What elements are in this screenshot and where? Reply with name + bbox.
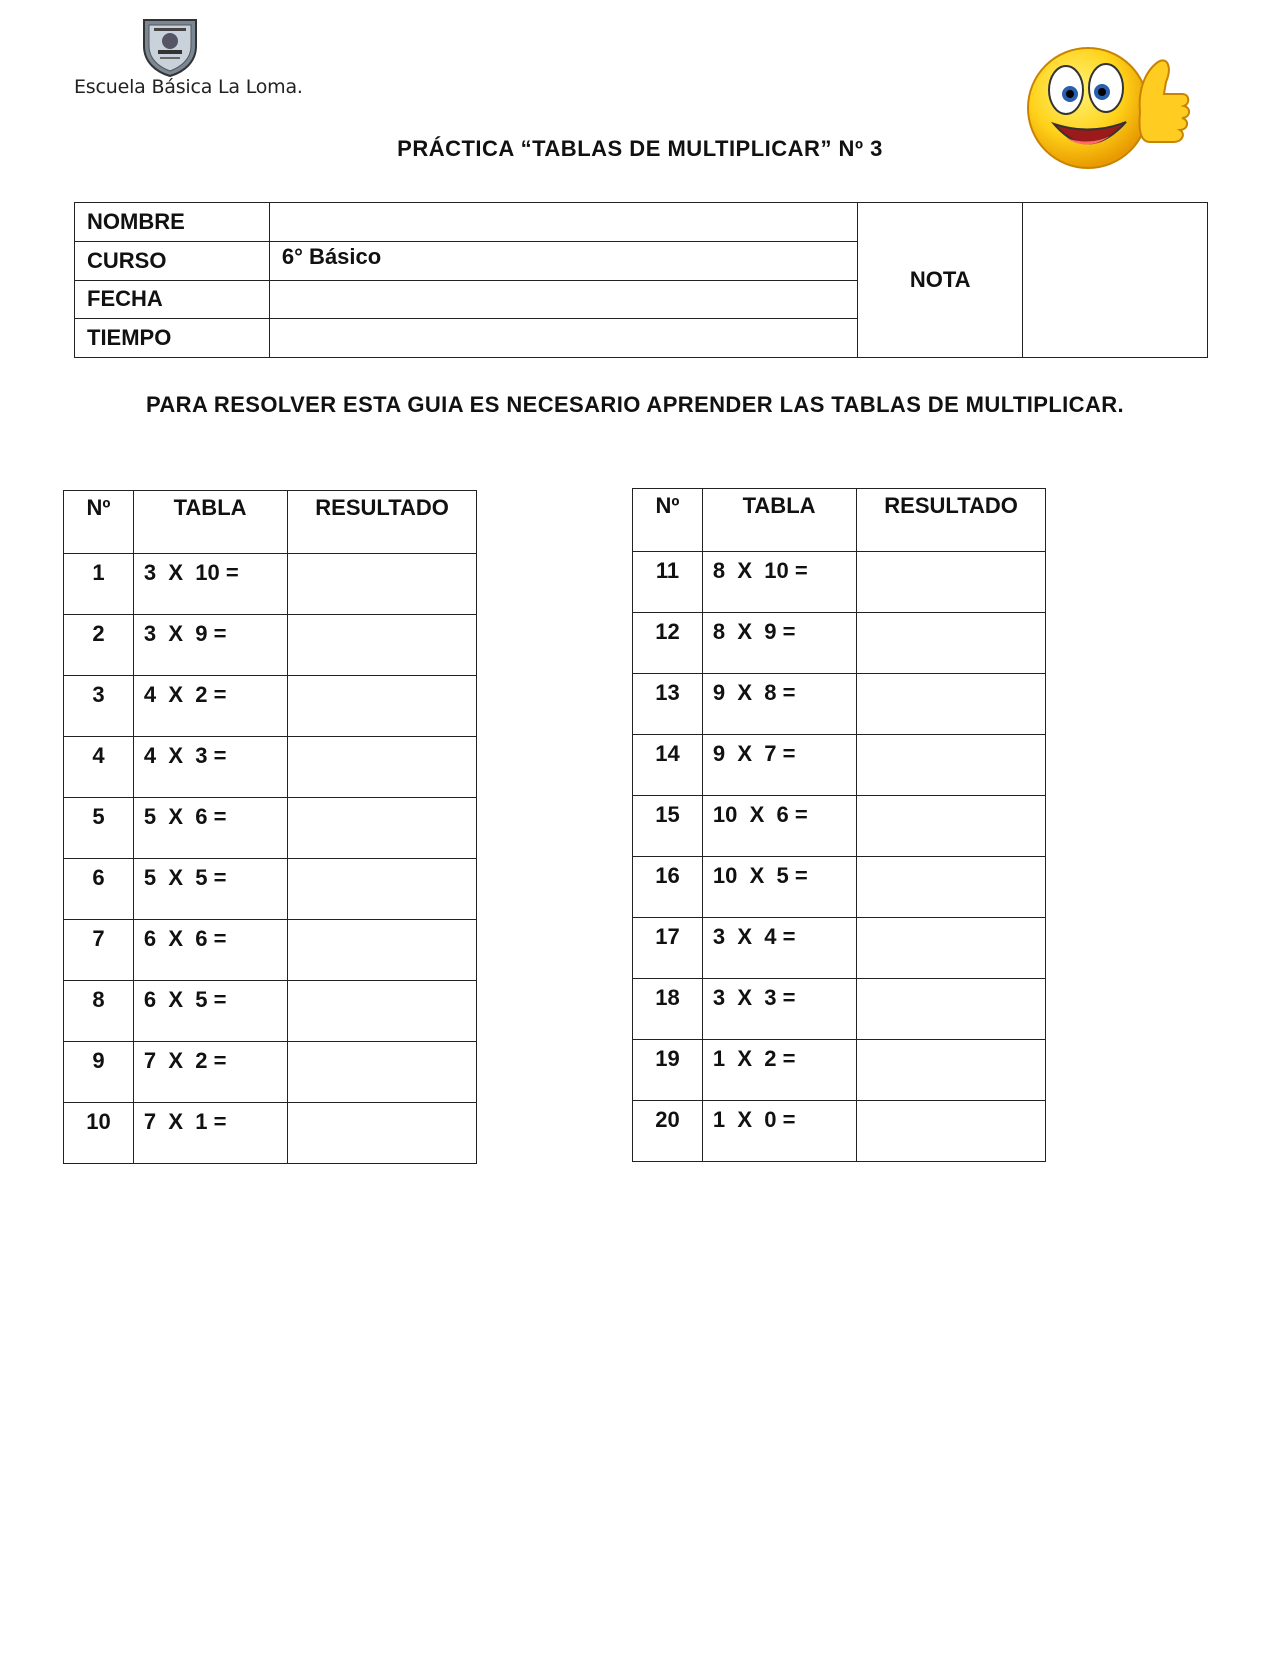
result-field[interactable]	[288, 1103, 477, 1164]
row-expression: 3 X 10 =	[133, 554, 287, 615]
row-number: 17	[633, 918, 703, 979]
col-resultado-header: RESULTADO	[288, 491, 477, 554]
row-expression: 6 X 5 =	[133, 981, 287, 1042]
result-field[interactable]	[857, 552, 1046, 613]
tiempo-label: TIEMPO	[75, 319, 270, 358]
row-number: 7	[64, 920, 134, 981]
row-expression: 1 X 2 =	[702, 1040, 856, 1101]
result-field[interactable]	[288, 1042, 477, 1103]
tiempo-field[interactable]	[269, 319, 857, 358]
table-row	[633, 674, 1046, 735]
table-row	[64, 615, 477, 676]
row-number: 1	[64, 554, 134, 615]
col-resultado-header: RESULTADO	[857, 489, 1046, 552]
row-number: 19	[633, 1040, 703, 1101]
row-expression: 1 X 0 =	[702, 1101, 856, 1162]
page-title: PRÁCTICA “TABLAS DE MULTIPLICAR” Nº 3	[397, 136, 883, 161]
table-row	[633, 1040, 1046, 1101]
table-row	[633, 857, 1046, 918]
fecha-field[interactable]	[269, 280, 857, 319]
row-expression: 3 X 9 =	[133, 615, 287, 676]
row-expression: 8 X 9 =	[702, 613, 856, 674]
table-row	[633, 796, 1046, 857]
result-field[interactable]	[288, 737, 477, 798]
row-expression: 5 X 5 =	[133, 859, 287, 920]
row-expression: 5 X 6 =	[133, 798, 287, 859]
row-expression: 3 X 3 =	[702, 979, 856, 1040]
result-field[interactable]	[288, 859, 477, 920]
result-field[interactable]	[288, 798, 477, 859]
result-field[interactable]	[857, 857, 1046, 918]
col-num-header: Nº	[64, 491, 134, 554]
row-expression: 8 X 10 =	[702, 552, 856, 613]
row-number: 8	[64, 981, 134, 1042]
table-row	[633, 552, 1046, 613]
fecha-label: FECHA	[75, 280, 270, 319]
table-row	[633, 735, 1046, 796]
table-row	[633, 1101, 1046, 1162]
multiplication-table-right	[632, 488, 1046, 1162]
nombre-label: NOMBRE	[75, 203, 270, 242]
result-field[interactable]	[288, 676, 477, 737]
result-field[interactable]	[857, 735, 1046, 796]
row-number: 18	[633, 979, 703, 1040]
table-row	[64, 859, 477, 920]
multiplication-table-left	[63, 490, 477, 1164]
table-row	[64, 737, 477, 798]
row-expression: 4 X 2 =	[133, 676, 287, 737]
result-field[interactable]	[857, 1101, 1046, 1162]
nombre-field[interactable]	[269, 203, 857, 242]
row-number: 5	[64, 798, 134, 859]
row-number: 13	[633, 674, 703, 735]
row-expression: 7 X 1 =	[133, 1103, 287, 1164]
row-number: 6	[64, 859, 134, 920]
table-row	[64, 676, 477, 737]
table-row	[64, 1042, 477, 1103]
instructions: PARA RESOLVER ESTA GUIA ES NECESARIO APRENDER LAS TABLAS DE MULTIPLICAR.	[145, 392, 1125, 417]
curso-label: CURSO	[75, 241, 270, 280]
row-expression: 3 X 4 =	[702, 918, 856, 979]
table-row	[64, 554, 477, 615]
result-field[interactable]	[857, 613, 1046, 674]
student-info-table	[74, 202, 1208, 358]
table-row	[633, 918, 1046, 979]
curso-field[interactable]: 6° Básico	[269, 241, 857, 280]
school-crest-icon	[140, 16, 200, 78]
result-field[interactable]	[857, 1040, 1046, 1101]
row-expression: 4 X 3 =	[133, 737, 287, 798]
row-expression: 9 X 7 =	[702, 735, 856, 796]
result-field[interactable]	[857, 979, 1046, 1040]
row-number: 3	[64, 676, 134, 737]
row-number: 11	[633, 552, 703, 613]
result-field[interactable]	[857, 796, 1046, 857]
row-number: 2	[64, 615, 134, 676]
row-expression: 6 X 6 =	[133, 920, 287, 981]
result-field[interactable]	[857, 674, 1046, 735]
table-row	[64, 798, 477, 859]
thumbs-up-smiley-icon	[1014, 42, 1192, 174]
table-row	[64, 920, 477, 981]
row-expression: 9 X 8 =	[702, 674, 856, 735]
result-field[interactable]	[288, 981, 477, 1042]
row-number: 16	[633, 857, 703, 918]
row-number: 10	[64, 1103, 134, 1164]
row-expression: 10 X 6 =	[702, 796, 856, 857]
result-field[interactable]	[857, 918, 1046, 979]
row-expression: 7 X 2 =	[133, 1042, 287, 1103]
row-number: 20	[633, 1101, 703, 1162]
result-field[interactable]	[288, 920, 477, 981]
row-number: 14	[633, 735, 703, 796]
table-row	[64, 981, 477, 1042]
result-field[interactable]	[288, 615, 477, 676]
col-num-header: Nº	[633, 489, 703, 552]
row-number: 12	[633, 613, 703, 674]
col-tabla-header: TABLA	[133, 491, 287, 554]
table-row	[633, 613, 1046, 674]
row-number: 4	[64, 737, 134, 798]
row-expression: 10 X 5 =	[702, 857, 856, 918]
result-field[interactable]	[288, 554, 477, 615]
nota-field[interactable]	[1023, 203, 1208, 358]
row-number: 9	[64, 1042, 134, 1103]
table-row	[633, 979, 1046, 1040]
row-number: 15	[633, 796, 703, 857]
school-name: Escuela Básica La Loma.	[74, 76, 303, 98]
col-tabla-header: TABLA	[702, 489, 856, 552]
table-row	[64, 1103, 477, 1164]
nota-label: NOTA	[858, 203, 1023, 358]
